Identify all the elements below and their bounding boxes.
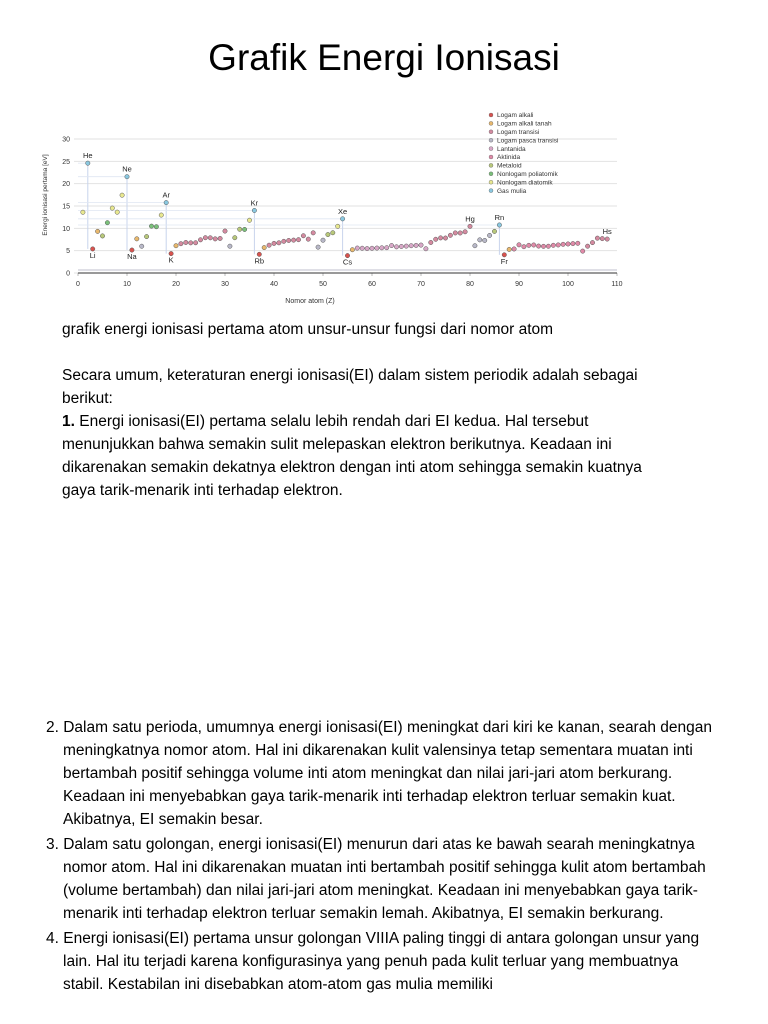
item-1-text: Energi ionisasi(EI) pertama selalu lebih rendah dari EI kedua. Hal tersebut menunjukkan bahwa semakin sulit melepaskan elektron berikutnya. Keadaan ini dikarenakan semakin dekatnya elektron dengan inti atom sehingga semakin kuatnya gaya tarik-menarik inti terhadap elektron.	[62, 413, 642, 499]
data-point	[213, 237, 217, 241]
data-point	[590, 240, 594, 244]
data-point	[527, 243, 531, 247]
data-point	[355, 246, 359, 250]
data-point	[556, 243, 560, 247]
data-point	[453, 231, 457, 235]
list-item-4: 4. Energi ionisasi(EI) pertama unsur golongan VIIIA paling tinggi di antara golongan unsur yang lain. Hal itu terjadi karena konfigurasinya yang penuh pada kulit terluar yang membuatnya stabil. Kestabilan ini disebabkan atom-atom gas mulia memiliki	[46, 930, 700, 993]
x-tick-label: 60	[368, 281, 376, 288]
data-point	[331, 231, 335, 235]
data-point	[233, 236, 237, 240]
data-point	[228, 244, 232, 248]
x-tick-label: 30	[221, 281, 229, 288]
legend-marker	[489, 147, 493, 151]
data-point	[478, 238, 482, 242]
data-point	[419, 243, 423, 247]
data-point	[238, 227, 242, 231]
data-point	[600, 236, 604, 240]
data-point	[424, 247, 428, 251]
data-point	[252, 208, 256, 212]
data-point	[287, 238, 291, 242]
data-point	[399, 244, 403, 248]
data-point	[164, 200, 168, 204]
data-point	[385, 245, 389, 249]
data-point	[262, 245, 266, 249]
element-label: Fr	[500, 256, 508, 266]
data-point	[174, 244, 178, 248]
legend-marker	[489, 155, 493, 159]
data-point	[429, 240, 433, 244]
item-1-number: 1.	[62, 413, 75, 430]
data-point	[497, 223, 501, 227]
data-point	[321, 238, 325, 242]
legend	[489, 112, 558, 195]
y-axis-label: Energi ionisasi pertama [eV]	[42, 154, 49, 236]
x-axis-label: Nomor atom (Z)	[285, 298, 335, 305]
data-point	[541, 244, 545, 248]
element-label: Rn	[494, 212, 505, 222]
data-point	[394, 245, 398, 249]
data-point	[448, 233, 452, 237]
data-point	[198, 238, 202, 242]
data-point	[365, 246, 369, 250]
data-point	[581, 249, 585, 253]
data-point	[336, 224, 340, 228]
explanation-list	[46, 716, 722, 998]
legend-marker	[489, 163, 493, 167]
element-label: Na	[127, 252, 137, 262]
legend-marker	[489, 172, 493, 176]
data-point	[100, 234, 104, 238]
data-point	[375, 246, 379, 250]
x-tick-label: 10	[123, 281, 131, 288]
element-labels	[83, 151, 612, 266]
data-point	[242, 227, 246, 231]
data-point	[272, 241, 276, 245]
x-tick-label: 80	[466, 281, 474, 288]
data-point	[301, 234, 305, 238]
data-point	[434, 237, 438, 241]
data-point	[179, 241, 183, 245]
data-point	[507, 247, 511, 251]
element-label: Hg	[465, 214, 475, 224]
data-point	[86, 161, 90, 165]
x-tick-label: 110	[611, 281, 623, 288]
data-point	[247, 218, 251, 222]
legend-label: Logam alkali	[497, 112, 534, 120]
legend-marker	[489, 121, 493, 125]
data-point	[551, 243, 555, 247]
legend-label: Logam alkali tanah	[497, 120, 552, 128]
data-point	[144, 234, 148, 238]
data-point	[389, 243, 393, 247]
y-tick-label: 15	[62, 203, 70, 211]
data-point	[340, 217, 344, 221]
data-point	[306, 237, 310, 241]
data-point	[585, 244, 589, 248]
y-tick-label: 5	[66, 248, 70, 256]
legend-marker	[489, 138, 493, 142]
data-point	[203, 236, 207, 240]
data-point	[443, 236, 447, 240]
data-point	[184, 240, 188, 244]
data-point	[517, 243, 521, 247]
data-point	[115, 210, 119, 214]
data-point	[218, 236, 222, 240]
data-point	[532, 243, 536, 247]
legend-label: Aktinida	[497, 154, 521, 162]
legend-label: Lantanida	[497, 145, 526, 153]
element-label: Ne	[122, 164, 132, 174]
data-point	[105, 221, 109, 225]
element-label: Hs	[602, 227, 612, 237]
data-point	[154, 225, 158, 229]
legend-label: Logam transisi	[497, 129, 540, 136]
data-point	[483, 238, 487, 242]
legend-label: Nonlogam diatomik	[497, 179, 553, 187]
data-point	[326, 232, 330, 236]
data-point	[208, 236, 212, 240]
data-point	[438, 236, 442, 240]
legend-marker	[489, 113, 493, 117]
data-point	[223, 229, 227, 233]
intro-paragraph	[62, 364, 662, 502]
element-label: Ar	[162, 190, 170, 200]
element-label: Xe	[338, 206, 348, 216]
data-point	[409, 244, 413, 248]
y-tick-label: 0	[66, 270, 70, 278]
data-point	[404, 244, 408, 248]
data-point	[595, 236, 599, 240]
data-point	[458, 231, 462, 235]
data-point	[81, 210, 85, 214]
data-point	[296, 237, 300, 241]
y-tick-label: 10	[62, 225, 70, 233]
data-point	[135, 237, 139, 241]
x-tick-label: 90	[515, 281, 523, 288]
y-tick-label: 25	[62, 158, 70, 166]
data-point	[350, 248, 354, 252]
data-point	[110, 206, 114, 210]
data-point	[360, 246, 364, 250]
data-point	[492, 229, 496, 233]
x-tick-label: 0	[76, 281, 80, 288]
legend-marker	[489, 180, 493, 184]
data-point	[546, 244, 550, 248]
data-point	[316, 245, 320, 249]
y-tick-label: 20	[62, 181, 70, 189]
data-point	[189, 241, 193, 245]
data-point	[267, 243, 271, 247]
data-point	[487, 233, 491, 237]
x-tick-label: 20	[172, 281, 180, 288]
element-label: Kr	[250, 198, 259, 208]
x-tick-label: 70	[417, 281, 425, 288]
y-tick-label: 30	[62, 136, 70, 144]
data-point	[605, 237, 609, 241]
page-title: Grafik Energi Ionisasi	[208, 37, 560, 78]
data-point	[522, 244, 526, 248]
data-point	[149, 224, 153, 228]
legend-label: Gas mulia	[497, 187, 527, 195]
data-point	[380, 246, 384, 250]
ionization-energy-chart	[38, 103, 638, 308]
element-label: Rb	[254, 256, 265, 266]
intro-text: Secara umum, keteraturan energi ionisasi(EI) dalam sistem periodik adalah sebagai berikut:	[62, 367, 638, 407]
data-point	[159, 213, 163, 217]
data-point	[463, 230, 467, 234]
legend-label: Nonlogam poliatomik	[497, 171, 558, 178]
data-point	[277, 241, 281, 245]
legend-label: Metaloid	[497, 162, 522, 170]
data-point	[566, 242, 570, 246]
chart-caption: grafik energi ionisasi pertama atom unsur-unsur fungsi dari nomor atom	[62, 321, 554, 338]
element-label: Li	[89, 250, 96, 260]
data-point	[536, 244, 540, 248]
x-tick-label: 50	[319, 281, 327, 288]
legend-marker	[489, 130, 493, 134]
element-label: He	[83, 151, 93, 161]
data-point	[512, 247, 516, 251]
legend-marker	[489, 189, 493, 193]
data-point	[120, 193, 124, 197]
data-point	[576, 241, 580, 245]
data-point	[468, 224, 472, 228]
data-point	[370, 246, 374, 250]
x-tick-label: 40	[270, 281, 278, 288]
data-point	[311, 231, 315, 235]
data-point	[193, 241, 197, 245]
data-point	[561, 242, 565, 246]
legend-label: Logam pasca transisi	[497, 137, 559, 145]
list-item-3: 3. Dalam satu golongan, energi ionisasi(EI) menurun dari atas ke bawah searah meningkatnya nomor atom. Hal ini dikarenakan muatan inti bertambah positif sehingga kulit atom bertambah (volume bertambah) dan nilai jari-jari atom meningkat. Keadaan ini menyebabkan gaya tarik-menarik inti terhadap elektron terluar semakin lemah. Akibatnya, EI semakin berkurang.	[46, 836, 706, 922]
data-point	[571, 241, 575, 245]
data-point	[95, 229, 99, 233]
data-point	[291, 238, 295, 242]
data-point	[282, 239, 286, 243]
element-label: K	[168, 255, 174, 265]
data-point	[125, 174, 129, 178]
data-point	[414, 243, 418, 247]
data-point	[140, 244, 144, 248]
x-tick-label: 100	[562, 281, 574, 288]
element-label: Cs	[342, 257, 353, 267]
data-point	[473, 244, 477, 248]
list-item-2: 2. Dalam satu perioda, umumnya energi ionisasi(EI) meningkat dari kiri ke kanan, searah dengan meningkatnya nomor atom. Hal ini dikarenakan kulit valensinya tetap sementara muatan inti bertambah positif sehingga volume inti atom meningkat dan nilai jari-jari atom berkurang. Keadaan ini menyebabkan gaya tarik-menarik inti terhadap elektron terluar semakin kuat. Akibatnya, EI semakin besar.	[46, 719, 712, 828]
